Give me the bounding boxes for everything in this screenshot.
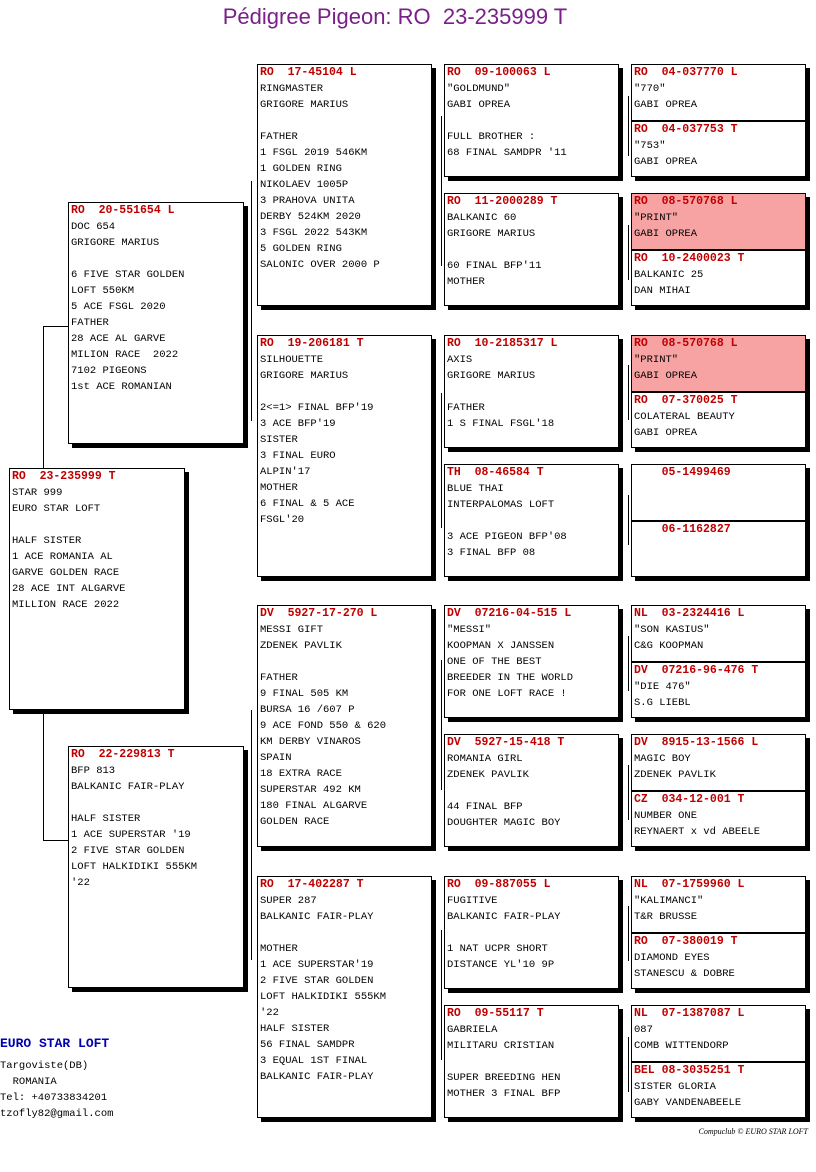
info-line: HALF SISTER: [260, 1023, 330, 1035]
info-line: GABI OPREA: [634, 228, 698, 240]
info-line: ZDENEK PAVLIK: [260, 640, 342, 652]
info-line: FATHER: [260, 131, 298, 143]
connector-line: [628, 365, 629, 420]
info-line: AXIS: [447, 354, 473, 366]
info-line: DOC 654: [71, 221, 116, 233]
info-line: 6 FIVE STAR GOLDEN: [71, 269, 185, 281]
great-grandparent-card: [444, 464, 619, 577]
gg-grandparent-card: [631, 521, 806, 577]
info-line: GABI OPREA: [634, 427, 698, 439]
connector-line: [628, 96, 629, 156]
info-line: COLATERAL BEAUTY: [634, 411, 735, 423]
info-line: 2 FIVE STAR GOLDEN: [260, 975, 374, 987]
info-line: ZDENEK PAVLIK: [634, 769, 716, 781]
info-line: [12, 517, 184, 533]
info-line: COMB WITTENDORP: [634, 1040, 729, 1052]
info-line: HALF SISTER: [71, 813, 141, 825]
ring-number: RO 17-402287 T: [260, 878, 364, 891]
info-line: LOFT HALKIDIKI 555KM: [260, 991, 387, 1003]
ring-number: RO 20-551654 L: [71, 204, 175, 217]
info-line: "GOLDMUND": [447, 83, 511, 95]
grandsire-maternal-card: [257, 605, 432, 847]
info-line: 3 FSGL 2022 543KM: [260, 227, 368, 239]
info-line: 6 FINAL & 5 ACE: [260, 498, 355, 510]
ring-number: RO 08-570768 L: [634, 337, 738, 350]
info-line: MILITARU CRISTIAN: [447, 1040, 555, 1052]
connector-line: [441, 660, 442, 790]
great-grandparent-card: [444, 335, 619, 448]
info-line: 2<=1> FINAL BFP'19: [260, 402, 374, 414]
info-line: REYNAERT x vd ABEELE: [634, 826, 761, 838]
info-line: BALKANIC FAIR-PLAY: [260, 1071, 374, 1083]
info-line: ZDENEK PAVLIK: [447, 769, 529, 781]
connector-line: [251, 181, 252, 421]
loft-phone: Tel: +40733834201: [0, 1092, 108, 1104]
great-grandparent-card: [444, 876, 619, 989]
info-line: C&G KOOPMAN: [634, 640, 704, 652]
info-line: [260, 654, 431, 670]
info-line: 9 ACE FOND 550 & 620: [260, 720, 387, 732]
ring-number: 05-1499469: [634, 466, 731, 479]
info-line: LOFT HALKIDIKI 555KM: [71, 861, 198, 873]
info-line: LOFT 550KM: [71, 285, 135, 297]
info-line: T&R BRUSSE: [634, 911, 698, 923]
info-line: 1 ACE ROMANIA AL: [12, 551, 113, 563]
info-line: [447, 783, 618, 799]
info-line: "PRINT": [634, 212, 679, 224]
loft-name: EURO STAR LOFT: [0, 1036, 110, 1051]
gg-grandparent-card: [631, 1062, 806, 1118]
connector-line: [628, 495, 629, 545]
ring-number: CZ 034-12-001 T: [634, 793, 745, 806]
ring-number: RO 17-45104 L: [260, 66, 357, 79]
info-line: GRIGORE MARIUS: [447, 370, 536, 382]
info-line: "753": [634, 140, 666, 152]
connector-line: [441, 116, 442, 266]
ring-number: TH 08-46584 T: [447, 466, 544, 479]
ring-number: DV 5927-15-418 T: [447, 736, 565, 749]
info-line: 60 FINAL BFP'11: [447, 260, 542, 272]
gg-grandparent-card: [631, 121, 806, 177]
ring-number: DV 5927-17-270 L: [260, 607, 378, 620]
info-line: BALKANIC 25: [634, 269, 704, 281]
connector-line: [441, 393, 442, 528]
info-line: GRIGORE MARIUS: [260, 99, 349, 111]
info-line: ALPIN'17: [260, 466, 311, 478]
loft-city: Targoviste(DB): [0, 1060, 89, 1072]
info-line: [447, 925, 618, 941]
loft-country: ROMANIA: [0, 1076, 57, 1088]
info-line: 3 PRAHOVA UNITA: [260, 195, 355, 207]
ring-number: RO 09-887055 L: [447, 878, 551, 891]
loft-email: tzofly82@gmail.com: [0, 1108, 114, 1120]
info-line: '22: [260, 1007, 279, 1019]
info-line: [71, 795, 243, 811]
info-line: 1st ACE ROMANIAN: [71, 381, 172, 393]
info-line: FATHER: [71, 317, 109, 329]
info-line: HALF SISTER: [12, 535, 82, 547]
info-line: MOTHER 3 FINAL BFP: [447, 1088, 561, 1100]
great-grandparent-card: [444, 193, 619, 306]
info-line: GABY VANDENABEELE: [634, 1097, 742, 1109]
info-line: 9 FINAL 505 KM: [260, 688, 349, 700]
info-line: [260, 384, 431, 400]
info-line: GRIGORE MARIUS: [260, 370, 349, 382]
ring-number: RO 07-380019 T: [634, 935, 738, 948]
info-line: SISTER GLORIA: [634, 1081, 716, 1093]
info-line: 7102 PIGEONS: [71, 365, 147, 377]
info-line: "SON KASIUS": [634, 624, 710, 636]
info-line: GABI OPREA: [634, 156, 698, 168]
info-line: BREEDER IN THE WORLD: [447, 672, 574, 684]
info-line: 18 EXTRA RACE: [260, 768, 342, 780]
ring-number: 06-1162827: [634, 523, 731, 536]
connector-line: [628, 636, 629, 691]
info-line: 1 GOLDEN RING: [260, 163, 342, 175]
ring-number: RO 04-037753 T: [634, 123, 738, 136]
ring-number: RO 07-370025 T: [634, 394, 738, 407]
info-line: BFP 813: [71, 765, 116, 777]
info-line: GABI OPREA: [447, 99, 511, 111]
subject-pigeon-card: [9, 468, 185, 710]
ring-number: RO 22-229813 T: [71, 748, 175, 761]
info-line: NUMBER ONE: [634, 810, 698, 822]
gg-grandparent-card: [631, 791, 806, 847]
ring-number: RO 04-037770 L: [634, 66, 738, 79]
info-line: MILION RACE 2022: [71, 349, 179, 361]
gg-grandparent-card: [631, 876, 806, 933]
info-line: '22: [71, 877, 90, 889]
info-line: FULL BROTHER :: [447, 131, 536, 143]
great-grandparent-card: [444, 734, 619, 847]
ring-number: RO 19-206181 T: [260, 337, 364, 350]
granddam-paternal-card: [257, 335, 432, 577]
info-line: BALKANIC FAIR-PLAY: [71, 781, 185, 793]
gg-grandparent-card: [631, 250, 806, 306]
connector-line: [628, 765, 629, 820]
info-line: ROMANIA GIRL: [447, 753, 523, 765]
sire-card: [68, 202, 244, 444]
info-line: 3 ACE PIGEON BFP'08: [447, 531, 567, 543]
info-line: 44 FINAL BFP: [447, 801, 523, 813]
info-line: [447, 242, 618, 258]
info-line: 28 ACE INT ALGARVE: [12, 583, 126, 595]
info-line: MOTHER: [260, 482, 298, 494]
gg-grandparent-card: [631, 335, 806, 392]
info-line: DOUGHTER MAGIC BOY: [447, 817, 561, 829]
info-line: MAGIC BOY: [634, 753, 691, 765]
ring-number: RO 09-100063 L: [447, 66, 551, 79]
gg-grandparent-card: [631, 734, 806, 791]
ring-number: DV 07216-96-476 T: [634, 664, 759, 677]
info-line: "770": [634, 83, 666, 95]
info-line: 1 FSGL 2019 546KM: [260, 147, 368, 159]
info-line: DISTANCE YL'10 9P: [447, 959, 555, 971]
gg-grandparent-card: [631, 392, 806, 448]
connector-line: [251, 710, 252, 960]
info-line: DAN MIHAI: [634, 285, 691, 297]
info-line: FSGL'20: [260, 514, 305, 526]
info-line: GRIGORE MARIUS: [71, 237, 160, 249]
info-line: S.G LIEBL: [634, 697, 691, 709]
info-line: 1 ACE SUPERSTAR '19: [71, 829, 191, 841]
credit-text: Compuclub © EURO STAR LOFT: [698, 1127, 808, 1136]
ring-number: BEL 08-3035251 T: [634, 1064, 745, 1077]
info-line: 087: [634, 1024, 653, 1036]
info-line: GRIGORE MARIUS: [447, 228, 536, 240]
info-line: 3 EQUAL 1ST FINAL: [260, 1055, 368, 1067]
great-grandparent-card: [444, 1005, 619, 1118]
gg-grandparent-card: [631, 64, 806, 121]
ring-number: NL 03-2324416 L: [634, 607, 745, 620]
info-line: SUPER BREEDING HEN: [447, 1072, 561, 1084]
info-line: ONE OF THE BEST: [447, 656, 542, 668]
info-line: [447, 113, 618, 129]
ring-number: RO 08-570768 L: [634, 195, 738, 208]
connector-line: [43, 326, 71, 327]
info-line: GOLDEN RACE: [260, 816, 330, 828]
info-line: SISTER: [260, 434, 298, 446]
gg-grandparent-card: [631, 193, 806, 250]
info-line: [71, 251, 243, 267]
info-line: BALKANIC FAIR-PLAY: [447, 911, 561, 923]
info-line: 3 FINAL EURO: [260, 450, 336, 462]
info-line: [447, 384, 618, 400]
connector-line: [43, 710, 44, 840]
info-line: NIKOLAEV 1005P: [260, 179, 349, 191]
info-line: 1 NAT UCPR SHORT: [447, 943, 548, 955]
info-line: FATHER: [447, 402, 485, 414]
gg-grandparent-card: [631, 662, 806, 718]
info-line: GABI OPREA: [634, 99, 698, 111]
connector-line: [628, 906, 629, 961]
info-line: SILHOUETTE: [260, 354, 324, 366]
info-line: 28 ACE AL GARVE: [71, 333, 166, 345]
info-line: SALONIC OVER 2000 P: [260, 259, 380, 271]
info-line: 5 ACE FSGL 2020: [71, 301, 166, 313]
info-line: SUPER 287: [260, 895, 317, 907]
info-line: [260, 925, 431, 941]
connector-line: [628, 225, 629, 280]
ring-number: DV 07216-04-515 L: [447, 607, 572, 620]
info-line: 5 GOLDEN RING: [260, 243, 342, 255]
info-line: 1 S FINAL FSGL'18: [447, 418, 555, 430]
info-line: KOOPMAN X JANSSEN: [447, 640, 555, 652]
connector-line: [628, 1037, 629, 1092]
info-line: 68 FINAL SAMDPR '11: [447, 147, 567, 159]
info-line: 2 FIVE STAR GOLDEN: [71, 845, 185, 857]
info-line: SPAIN: [260, 752, 292, 764]
info-line: [447, 1054, 618, 1070]
info-line: "KALIMANCI": [634, 895, 704, 907]
dam-card: [68, 746, 244, 988]
info-line: 3 ACE BFP'19: [260, 418, 336, 430]
info-line: [447, 513, 618, 529]
page-title: Pédigree Pigeon: RO 23-235999 T: [222, 4, 568, 29]
info-line: KM DERBY VINAROS: [260, 736, 361, 748]
info-line: 56 FINAL SAMDPR: [260, 1039, 355, 1051]
info-line: EURO STAR LOFT: [12, 503, 101, 515]
info-line: INTERPALOMAS LOFT: [447, 499, 555, 511]
info-line: [260, 113, 431, 129]
info-line: "MESSI": [447, 624, 492, 636]
info-line: 3 FINAL BFP 08: [447, 547, 536, 559]
ring-number: RO 10-2185317 L: [447, 337, 558, 350]
gg-grandparent-card: [631, 933, 806, 989]
info-line: 1 ACE SUPERSTAR'19: [260, 959, 374, 971]
info-line: DIAMOND EYES: [634, 952, 710, 964]
info-line: MOTHER: [260, 943, 298, 955]
connector-line: [43, 326, 44, 468]
gg-grandparent-card: [631, 1005, 806, 1062]
info-line: BURSA 16 /607 P: [260, 704, 355, 716]
info-line: GARVE GOLDEN RACE: [12, 567, 120, 579]
gg-grandparent-card: [631, 605, 806, 662]
info-line: SUPERSTAR 492 KM: [260, 784, 361, 796]
info-line: 180 FINAL ALGARVE: [260, 800, 368, 812]
info-line: BLUE THAI: [447, 483, 504, 495]
info-line: FUGITIVE: [447, 895, 498, 907]
info-line: MOTHER: [447, 276, 485, 288]
info-line: "DIE 476": [634, 681, 691, 693]
info-line: BALKANIC FAIR-PLAY: [260, 911, 374, 923]
ring-number: RO 10-2400023 T: [634, 252, 745, 265]
info-line: "PRINT": [634, 354, 679, 366]
granddam-maternal-card: [257, 876, 432, 1118]
info-line: STANESCU & DOBRE: [634, 968, 735, 980]
ring-number: NL 07-1387087 L: [634, 1007, 745, 1020]
info-line: RINGMASTER: [260, 83, 324, 95]
great-grandparent-card: [444, 64, 619, 177]
info-line: GABI OPREA: [634, 370, 698, 382]
info-line: GABRIELA: [447, 1024, 498, 1036]
info-line: FATHER: [260, 672, 298, 684]
gg-grandparent-card: [631, 464, 806, 521]
ring-number: DV 8915-13-1566 L: [634, 736, 759, 749]
info-line: MESSI GIFT: [260, 624, 324, 636]
info-line: DERBY 524KM 2020: [260, 211, 361, 223]
ring-number: RO 23-235999 T: [12, 470, 116, 483]
info-line: FOR ONE LOFT RACE !: [447, 688, 567, 700]
ring-number: NL 07-1759960 L: [634, 878, 745, 891]
great-grandparent-card: [444, 605, 619, 718]
ring-number: RO 09-55117 T: [447, 1007, 544, 1020]
ring-number: RO 11-2000289 T: [447, 195, 558, 208]
connector-line: [43, 840, 71, 841]
info-line: STAR 999: [12, 487, 63, 499]
grandsire-paternal-card: [257, 64, 432, 306]
info-line: BALKANIC 60: [447, 212, 517, 224]
info-line: MILLION RACE 2022: [12, 599, 120, 611]
connector-line: [441, 930, 442, 1060]
